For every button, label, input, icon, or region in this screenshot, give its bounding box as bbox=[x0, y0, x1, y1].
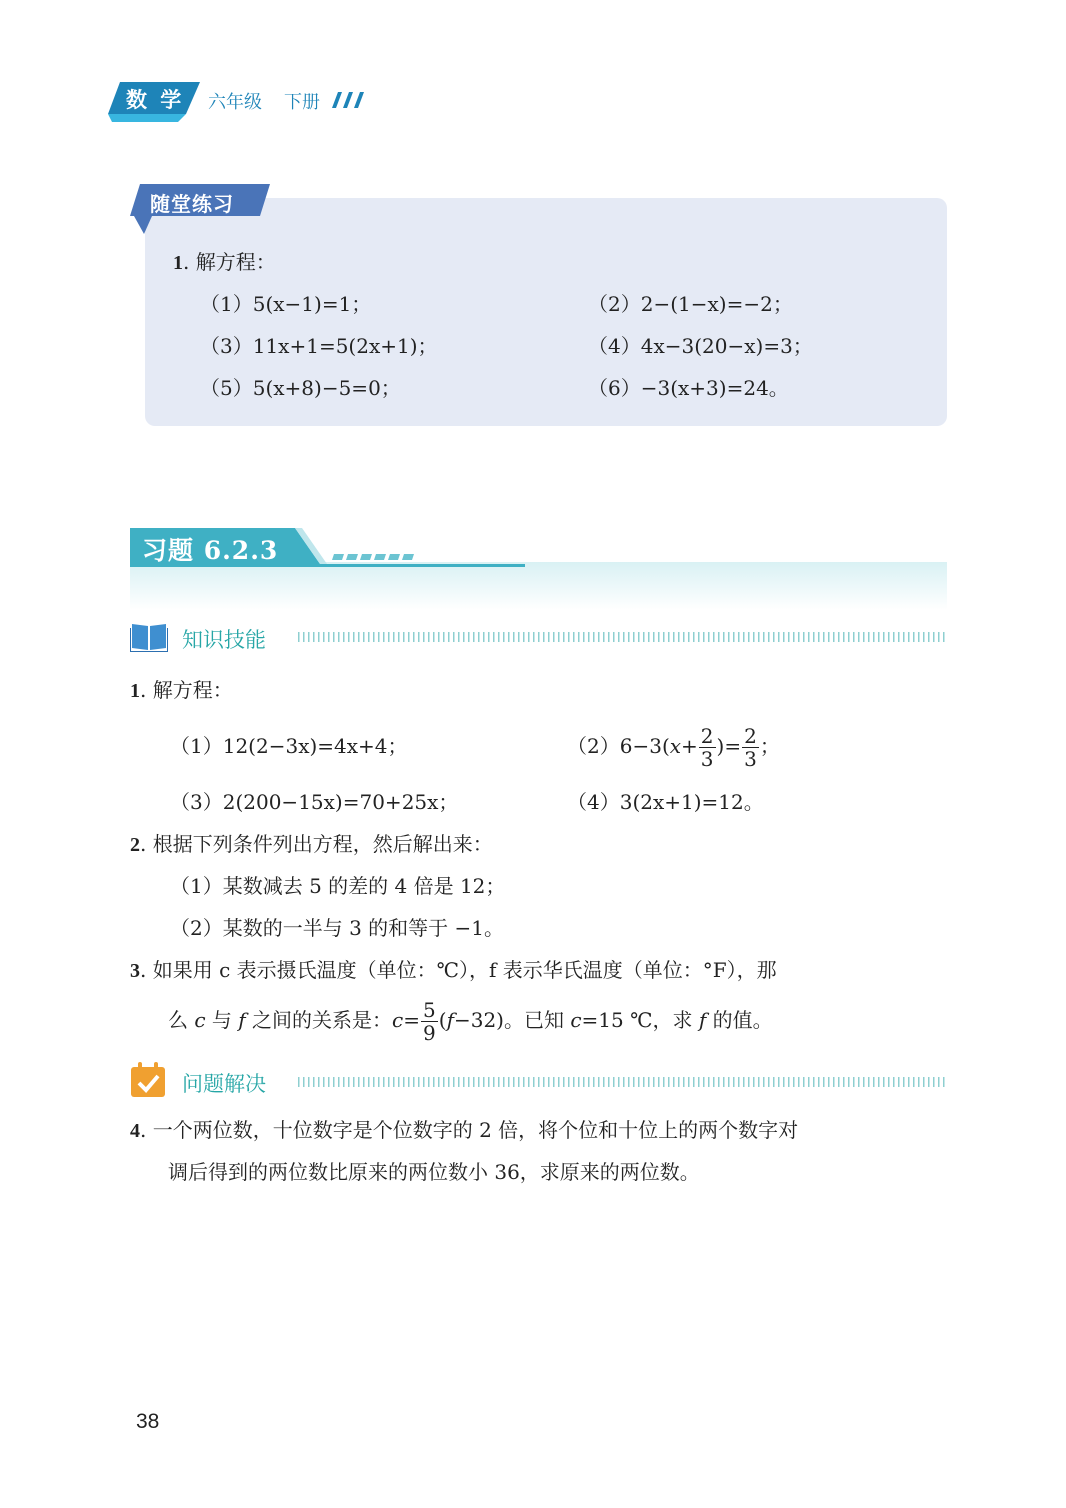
practice-tag bbox=[130, 184, 270, 236]
section-title-skills: 知识技能 bbox=[182, 628, 266, 652]
exercise-question-3-line1: 3. 如果用 c 表示摄氏温度（单位：℃），f 表示华氏温度（单位：°F），那 bbox=[130, 958, 777, 982]
exercise-item-1-4: （4）3(2x+1)=12。 bbox=[567, 790, 764, 814]
volume-label: 下册 bbox=[284, 92, 320, 113]
book-icon bbox=[130, 620, 168, 652]
practice-tag-label: 随堂练习 bbox=[150, 192, 234, 216]
exercise-banner bbox=[130, 528, 525, 570]
practice-item-6: （6）−3(x+3)=24。 bbox=[588, 376, 789, 400]
exercise-title: 习题 6.2.3 bbox=[142, 536, 279, 565]
practice-item-1: （1）5(x−1)=1； bbox=[200, 292, 372, 316]
subject-badge bbox=[108, 78, 200, 124]
section-dots-2 bbox=[298, 1077, 948, 1087]
exercise-item-1-2: （2）6−3(x+ $\frac{2}{3}$ )= $\frac{2}{3}$ ； bbox=[567, 724, 780, 771]
exercise-question-4-line1: 4. 一个两位数，十位数字是个位数字的 2 倍，将个位和十位上的两个数字对 bbox=[130, 1118, 799, 1142]
grade-label: 六年级 bbox=[208, 92, 262, 113]
exercise-question-3-line2: 么 c 与 f 之间的关系是：c= $\frac{5}{9}$ (f−32)。已知 c=15 ℃，求 f 的值。 bbox=[168, 998, 773, 1045]
exercise-item-1-1: （1）12(2−3x)=4x+4； bbox=[170, 734, 408, 758]
exercise-item-2-1: （1）某数减去 5 的差的 4 倍是 12； bbox=[170, 874, 506, 898]
exercise-question-4-line2: 调后得到的两位数比原来的两位数小 36，求原来的两位数。 bbox=[168, 1160, 700, 1184]
practice-question-1: 1. 解方程： bbox=[173, 250, 276, 274]
practice-item-5: （5）5(x+8)−5=0； bbox=[200, 376, 401, 400]
subject-label: 数 学 bbox=[126, 88, 185, 112]
practice-item-2: （2）2−(1−x)=−2； bbox=[588, 292, 793, 316]
calendar-check-icon bbox=[130, 1062, 166, 1098]
practice-item-4: （4）4x−3(20−x)=3； bbox=[588, 334, 813, 358]
exercise-item-2-2: （2）某数的一半与 3 的和等于 −1。 bbox=[170, 916, 505, 940]
decorative-slashes bbox=[332, 92, 366, 108]
fraction-equation: 6−3(x+ $\frac{2}{3}$ )= $\frac{2}{3}$ ； bbox=[619, 724, 780, 771]
section-title-problem: 问题解决 bbox=[182, 1072, 266, 1096]
exercise-question-2: 2. 根据下列条件列出方程，然后解出来： bbox=[130, 832, 493, 856]
exercise-question-1: 1. 解方程： bbox=[130, 678, 233, 702]
section-dots-1 bbox=[298, 632, 948, 642]
page-number: 38 bbox=[136, 1410, 160, 1433]
exercise-item-1-3: （3）2(200−15x)=70+25x； bbox=[170, 790, 459, 814]
practice-item-3: （3）11x+1=5(2x+1)； bbox=[200, 334, 438, 358]
